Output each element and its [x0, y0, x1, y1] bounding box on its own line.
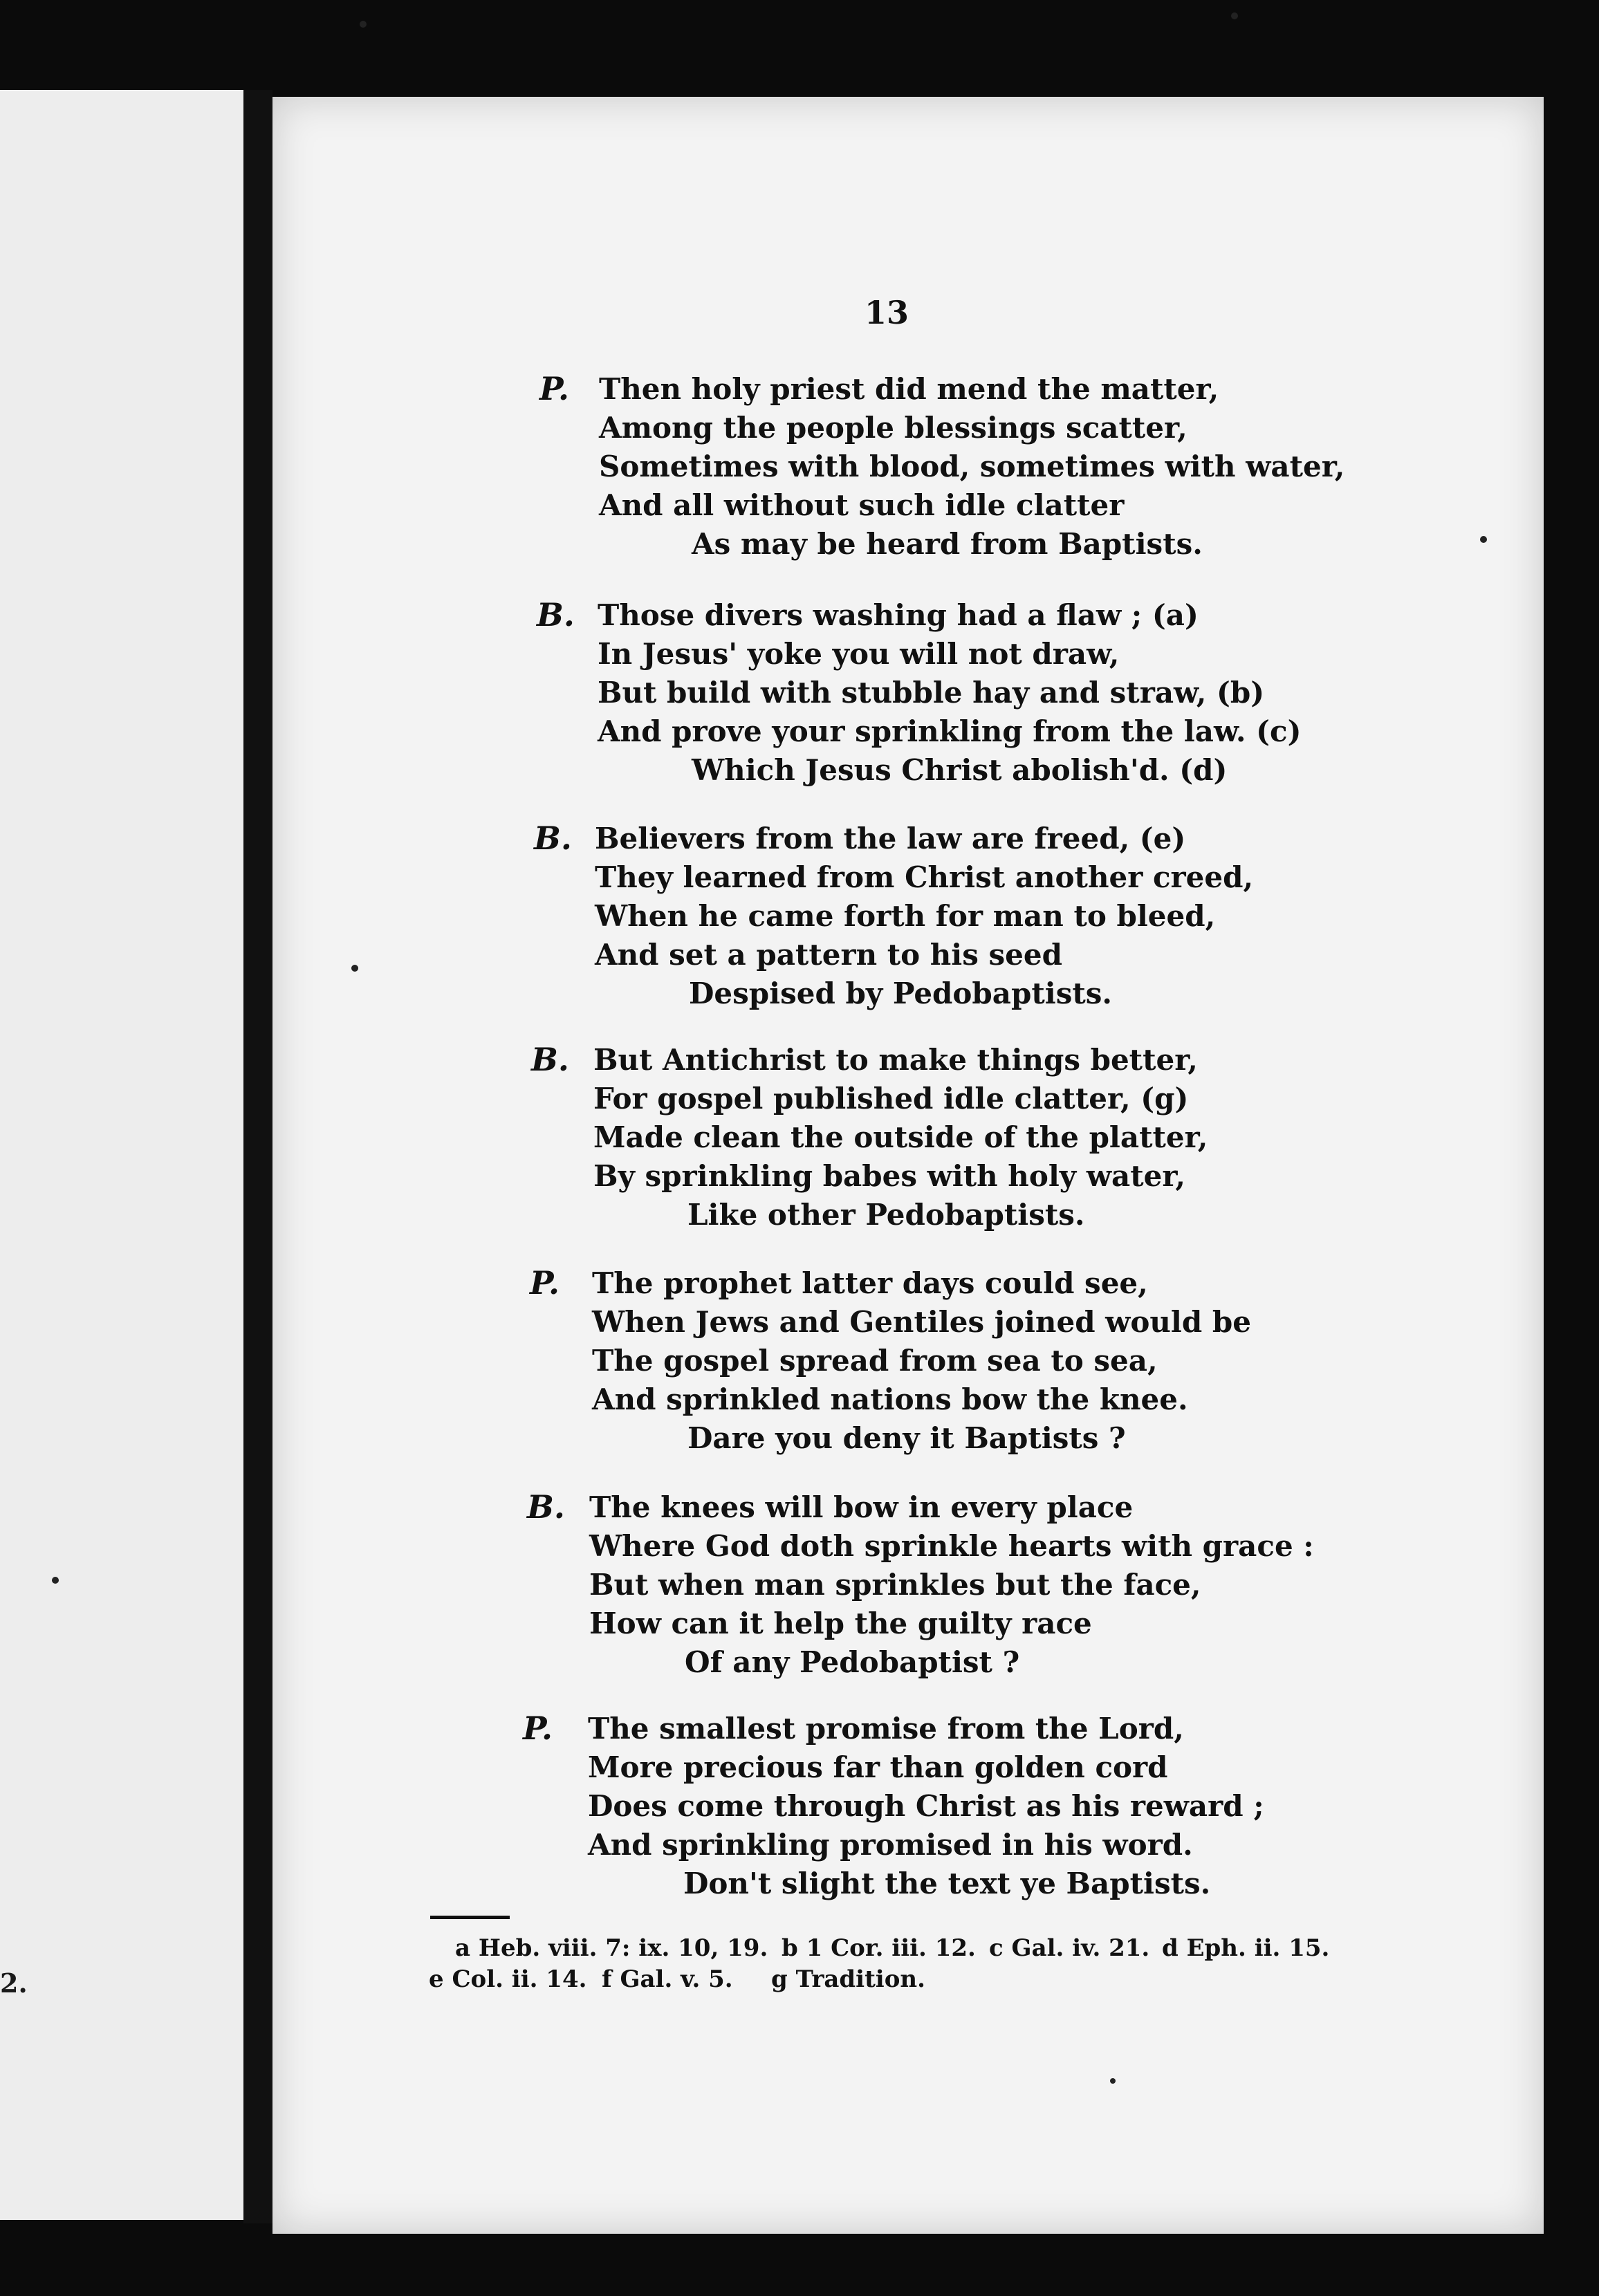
footnote-d: d Eph. ii. 15. — [1162, 1934, 1330, 1962]
verse-line: They learned from Christ another creed, — [595, 860, 1254, 894]
verse-line: The gospel spread from sea to sea, — [592, 1344, 1158, 1378]
verse-line: In Jesus' yoke you will not draw, — [598, 637, 1120, 671]
footnote-a: a Heb. viii. 7: ix. 10, 19. — [455, 1934, 768, 1962]
verse-line: And set a pattern to his seed — [595, 938, 1062, 972]
verse-line: Sometimes with blood, sometimes with water, — [599, 450, 1345, 483]
speaker-label: P. — [523, 1710, 553, 1747]
verse-line: Among the people blessings scatter, — [599, 411, 1187, 445]
scan-speck — [360, 21, 367, 28]
verse-line: For gospel published idle clatter, (g) — [593, 1082, 1189, 1115]
scan-speck — [351, 965, 358, 972]
footnote-c: c Gal. iv. 21. — [989, 1934, 1150, 1962]
refrain-line: Of any Pedobaptist ? — [685, 1645, 1020, 1679]
speaker-label: B. — [537, 596, 575, 633]
speaker-label: B. — [531, 1041, 569, 1078]
footnote-rule — [430, 1916, 510, 1919]
verse-line: The prophet latter days could see, — [592, 1266, 1148, 1300]
refrain-line: As may be heard from Baptists. — [692, 527, 1203, 561]
scan-speck — [1110, 2078, 1116, 2084]
footnote-g: g Tradition. — [771, 1965, 925, 1993]
speaker-label: P. — [539, 370, 569, 407]
page-number: 13 — [865, 294, 909, 331]
speaker-label: P. — [530, 1264, 560, 1302]
refrain-line: Which Jesus Christ abolish'd. (d) — [692, 753, 1228, 787]
verse-line: Does come through Christ as his reward ; — [588, 1789, 1264, 1823]
verse-line: Then holy priest did mend the matter, — [599, 372, 1219, 406]
verse-line: How can it help the guilty race — [589, 1607, 1092, 1640]
verse-line: And all without such idle clatter — [599, 488, 1125, 522]
verse-line: Made clean the outside of the platter, — [593, 1120, 1208, 1154]
footnotes — [429, 1933, 1328, 1995]
left-page-number-fragment: 2. — [0, 1968, 28, 1999]
footnote-b: b 1 Cor. iii. 12. — [782, 1934, 976, 1962]
verse-line: Where God doth sprinkle hearts with grace : — [589, 1529, 1314, 1563]
verse-line: And sprinkled nations bow the knee. — [592, 1382, 1188, 1416]
footnote-row — [429, 1964, 1328, 1995]
refrain-line: Despised by Pedobaptists. — [689, 976, 1113, 1010]
scan-speck — [1231, 12, 1238, 19]
verse-line: The smallest promise from the Lord, — [588, 1712, 1184, 1746]
footnote-e: e Col. ii. 14. — [429, 1965, 587, 1993]
speaker-label: B. — [527, 1488, 565, 1526]
book-gutter — [243, 90, 272, 2223]
scan-speck — [1480, 536, 1487, 543]
verse-line: Those divers washing had a flaw ; (a) — [598, 598, 1199, 632]
verse-line: When he came forth for man to bleed, — [595, 899, 1216, 933]
verse-line: And prove your sprinkling from the law. (c) — [598, 714, 1302, 748]
verse-line: The knees will bow in every place — [589, 1490, 1134, 1524]
refrain-line: Dare you deny it Baptists ? — [687, 1421, 1126, 1455]
verse-line: And sprinkling promised in his word. — [588, 1828, 1193, 1862]
scan-speck — [52, 1577, 59, 1584]
speaker-label: B. — [534, 820, 572, 857]
verse-line: But when man sprinkles but the face, — [589, 1568, 1201, 1602]
verse-line: More precious far than golden cord — [588, 1750, 1168, 1784]
verse-line: But build with stubble hay and straw, (b) — [598, 676, 1265, 710]
footnote-row — [429, 1933, 1328, 1964]
verse-line: Believers from the law are freed, (e) — [595, 822, 1186, 855]
refrain-line: Don't slight the text ye Baptists. — [683, 1867, 1211, 1900]
left-page-edge — [0, 90, 243, 2220]
refrain-line: Like other Pedobaptists. — [687, 1198, 1085, 1232]
verse-line: When Jews and Gentiles joined would be — [592, 1305, 1251, 1339]
verse-line: By sprinkling babes with holy water, — [593, 1159, 1186, 1193]
verse-line: But Antichrist to make things better, — [593, 1043, 1198, 1077]
footnote-f: f Gal. v. 5. — [602, 1965, 733, 1993]
